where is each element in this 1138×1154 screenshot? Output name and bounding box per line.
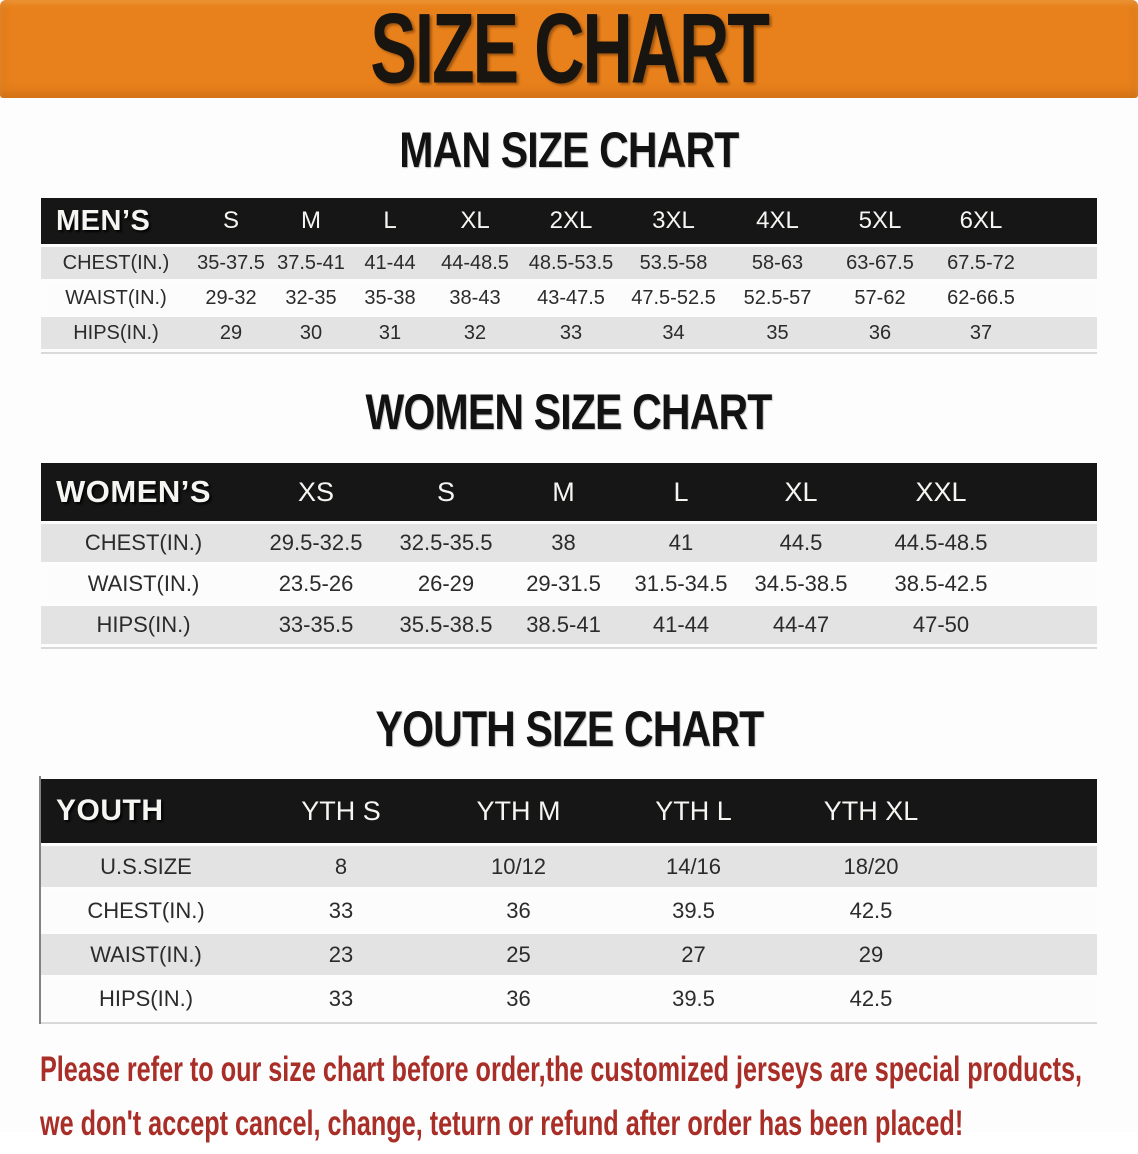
women-size-table	[41, 460, 1097, 649]
size-value: 42.5	[781, 890, 961, 931]
row-label: WAIST(IN.)	[41, 565, 246, 603]
size-value: 41-44	[621, 606, 741, 644]
spacer-cell	[1021, 463, 1097, 521]
row-label: CHEST(IN.)	[41, 890, 251, 931]
spacer-cell	[1031, 282, 1097, 314]
size-column-header: YTH XL	[781, 779, 961, 843]
size-value: 36	[431, 890, 606, 931]
women-section-title: WOMEN SIZE CHART	[366, 384, 772, 440]
table-header-row	[41, 463, 1097, 521]
size-value: 57-62	[829, 282, 931, 314]
size-value: 8	[251, 846, 431, 887]
youth-size-table	[41, 776, 1097, 1024]
size-value: 38-43	[429, 282, 521, 314]
men-section-title: MAN SIZE CHART	[399, 122, 739, 178]
table-row	[41, 317, 1097, 349]
size-column-header: XXL	[861, 463, 1021, 521]
size-value: 33	[251, 890, 431, 931]
size-value: 37	[931, 317, 1031, 349]
spacer-cell	[1031, 198, 1097, 244]
size-value: 38	[506, 524, 621, 562]
size-column-header: S	[191, 198, 271, 244]
size-value: 26-29	[386, 565, 506, 603]
row-label: U.S.SIZE	[41, 846, 251, 887]
table-row	[41, 282, 1097, 314]
size-value: 58-63	[726, 247, 829, 279]
size-value: 29	[781, 934, 961, 975]
size-value: 39.5	[606, 978, 781, 1019]
size-value: 36	[829, 317, 931, 349]
spacer-cell	[1031, 317, 1097, 349]
size-value: 25	[431, 934, 606, 975]
youth-section-title: YOUTH SIZE CHART	[375, 701, 763, 757]
size-value: 47-50	[861, 606, 1021, 644]
size-column-header: S	[386, 463, 506, 521]
size-value: 67.5-72	[931, 247, 1031, 279]
size-value: 35	[726, 317, 829, 349]
size-value: 35-37.5	[191, 247, 271, 279]
table-header-row	[41, 198, 1097, 244]
size-value: 44.5-48.5	[861, 524, 1021, 562]
banner-title: SIZE CHART	[370, 0, 768, 105]
size-column-header: XL	[429, 198, 521, 244]
size-value: 48.5-53.5	[521, 247, 621, 279]
size-value: 30	[271, 317, 351, 349]
row-label: CHEST(IN.)	[41, 524, 246, 562]
spacer-cell	[961, 846, 1097, 887]
size-value: 44.5	[741, 524, 861, 562]
size-value: 32.5-35.5	[386, 524, 506, 562]
spacer-cell	[1021, 524, 1097, 562]
spacer-cell	[961, 779, 1097, 843]
table-corner-label: YOUTH	[41, 779, 251, 843]
size-column-header: 5XL	[829, 198, 931, 244]
size-column-header: 6XL	[931, 198, 1031, 244]
disclaimer-line-2: we don't accept cancel, change, teturn or refund after order has been placed!	[40, 1104, 964, 1143]
size-value: 39.5	[606, 890, 781, 931]
size-value: 47.5-52.5	[621, 282, 726, 314]
size-column-header: M	[506, 463, 621, 521]
size-value: 41	[621, 524, 741, 562]
row-label: HIPS(IN.)	[41, 317, 191, 349]
size-value: 62-66.5	[931, 282, 1031, 314]
table-row	[41, 247, 1097, 279]
row-label: HIPS(IN.)	[41, 606, 246, 644]
size-value: 37.5-41	[271, 247, 351, 279]
spacer-cell	[961, 934, 1097, 975]
spacer-cell	[1021, 565, 1097, 603]
table-header-row	[41, 779, 1097, 843]
spacer-cell	[961, 978, 1097, 1019]
size-value: 34	[621, 317, 726, 349]
size-value: 43-47.5	[521, 282, 621, 314]
size-value: 44-48.5	[429, 247, 521, 279]
size-value: 36	[431, 978, 606, 1019]
size-value: 38.5-41	[506, 606, 621, 644]
size-value: 23	[251, 934, 431, 975]
spacer-cell	[1021, 606, 1097, 644]
size-column-header: YTH S	[251, 779, 431, 843]
table-corner-label: WOMEN’S	[41, 463, 246, 521]
size-value: 29-31.5	[506, 565, 621, 603]
size-value: 27	[606, 934, 781, 975]
size-column-header: 4XL	[726, 198, 829, 244]
size-column-header: L	[351, 198, 429, 244]
size-value: 10/12	[431, 846, 606, 887]
size-column-header: XL	[741, 463, 861, 521]
size-value: 41-44	[351, 247, 429, 279]
row-label: CHEST(IN.)	[41, 247, 191, 279]
spacer-cell	[961, 890, 1097, 931]
size-value: 33	[251, 978, 431, 1019]
size-value: 14/16	[606, 846, 781, 887]
table-row	[41, 524, 1097, 562]
size-value: 63-67.5	[829, 247, 931, 279]
disclaimer-line-1: Please refer to our size chart before order,the customized jerseys are special products,	[40, 1050, 1083, 1089]
size-column-header: 2XL	[521, 198, 621, 244]
footer-disclaimer	[40, 1046, 1138, 1154]
table-row	[41, 934, 1097, 975]
table-row	[41, 565, 1097, 603]
size-value: 29-32	[191, 282, 271, 314]
size-column-header: M	[271, 198, 351, 244]
row-label: WAIST(IN.)	[41, 934, 251, 975]
row-label: HIPS(IN.)	[41, 978, 251, 1019]
size-value: 38.5-42.5	[861, 565, 1021, 603]
table-row	[41, 890, 1097, 931]
size-value: 52.5-57	[726, 282, 829, 314]
size-value: 31.5-34.5	[621, 565, 741, 603]
size-column-header: L	[621, 463, 741, 521]
size-value: 35.5-38.5	[386, 606, 506, 644]
youth-size-section	[0, 701, 1138, 1024]
men-size-table	[41, 195, 1097, 354]
size-value: 32-35	[271, 282, 351, 314]
banner	[0, 0, 1138, 105]
table-row	[41, 978, 1097, 1019]
size-value: 42.5	[781, 978, 961, 1019]
table-row	[41, 846, 1097, 887]
size-value: 23.5-26	[246, 565, 386, 603]
table-corner-label: MEN’S	[41, 198, 191, 244]
size-value: 53.5-58	[621, 247, 726, 279]
size-column-header: YTH M	[431, 779, 606, 843]
row-label: WAIST(IN.)	[41, 282, 191, 314]
size-value: 33-35.5	[246, 606, 386, 644]
size-column-header: XS	[246, 463, 386, 521]
women-size-section	[0, 384, 1138, 649]
size-value: 18/20	[781, 846, 961, 887]
size-column-header: 3XL	[621, 198, 726, 244]
size-value: 35-38	[351, 282, 429, 314]
size-value: 31	[351, 317, 429, 349]
size-value: 33	[521, 317, 621, 349]
size-value: 29.5-32.5	[246, 524, 386, 562]
size-column-header: YTH L	[606, 779, 781, 843]
men-size-section	[0, 122, 1138, 354]
size-value: 44-47	[741, 606, 861, 644]
table-row	[41, 606, 1097, 644]
size-value: 34.5-38.5	[741, 565, 861, 603]
spacer-cell	[1031, 247, 1097, 279]
size-value: 29	[191, 317, 271, 349]
size-value: 32	[429, 317, 521, 349]
